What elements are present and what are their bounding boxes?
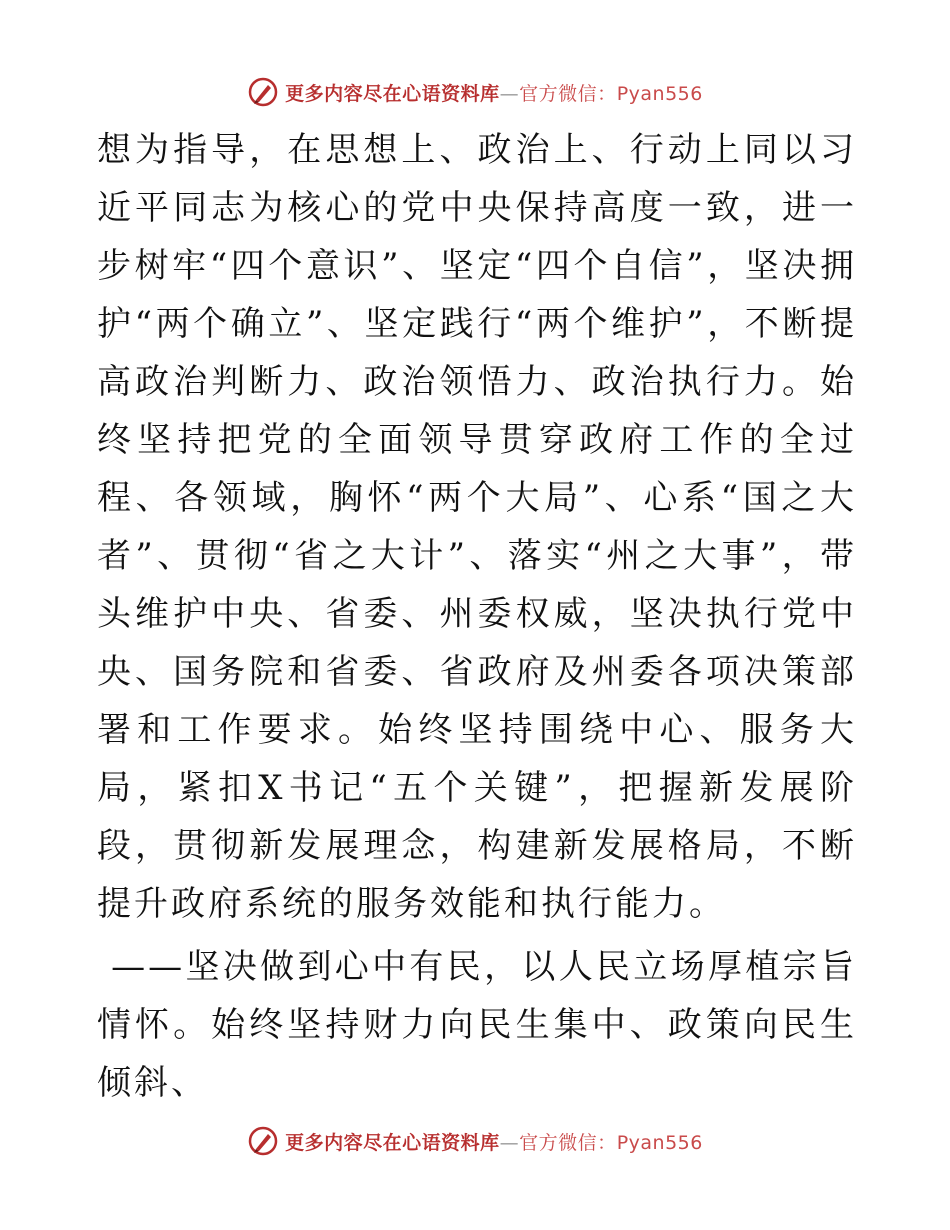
watermark-label: 官方微信： [519, 1131, 617, 1154]
watermark-brand: 更多内容尽在心语资料库 [285, 1131, 500, 1154]
watermark-text [285, 1128, 703, 1155]
watermark-brand: 更多内容尽在心语资料库 [285, 82, 500, 105]
watermark-account: Pyan556 [616, 82, 703, 105]
watermark-text [285, 79, 703, 106]
pen-logo-icon [247, 1125, 279, 1157]
body-paragraph: 想为指导，在思想上、政治上、行动上同以习近平同志为核心的党中央保持高度一致，进一步树牢“四个意识”、坚定“四个自信”，坚决拥护“两个确立”、坚定践行“两个维护”，不断提高政治判断力、政治领悟力、政治执行力。始终坚持把党的全面领导贯穿政府工作的全过程、各领域，胸怀“两个大局”、心系“国之大者”、贯彻“省之大计”、落实“州之大事”，带头维护中央、省委、州委权威，坚决执行党中央、国务院和省委、省政府及州委各项决策部署和工作要求。始终坚持围绕中心、服务大局，紧扣X书记“五个关键”，把握新发展阶段，贯彻新发展理念，构建新发展格局，不断提升政府系统的服务效能和执行能力。 [97, 130, 857, 924]
watermark-label: 官方微信： [519, 82, 617, 105]
document-body [97, 121, 857, 1112]
header-watermark [0, 72, 950, 112]
body-paragraph: ——坚决做到心中有民，以人民立场厚植宗旨情怀。始终坚持财力向民生集中、政策向民生倾斜、 [97, 947, 858, 1103]
footer-watermark [0, 1121, 950, 1161]
watermark-account: Pyan556 [616, 1131, 703, 1154]
watermark-separator: — [499, 82, 520, 105]
watermark-separator: — [499, 1131, 520, 1154]
pen-logo-icon [247, 76, 279, 108]
